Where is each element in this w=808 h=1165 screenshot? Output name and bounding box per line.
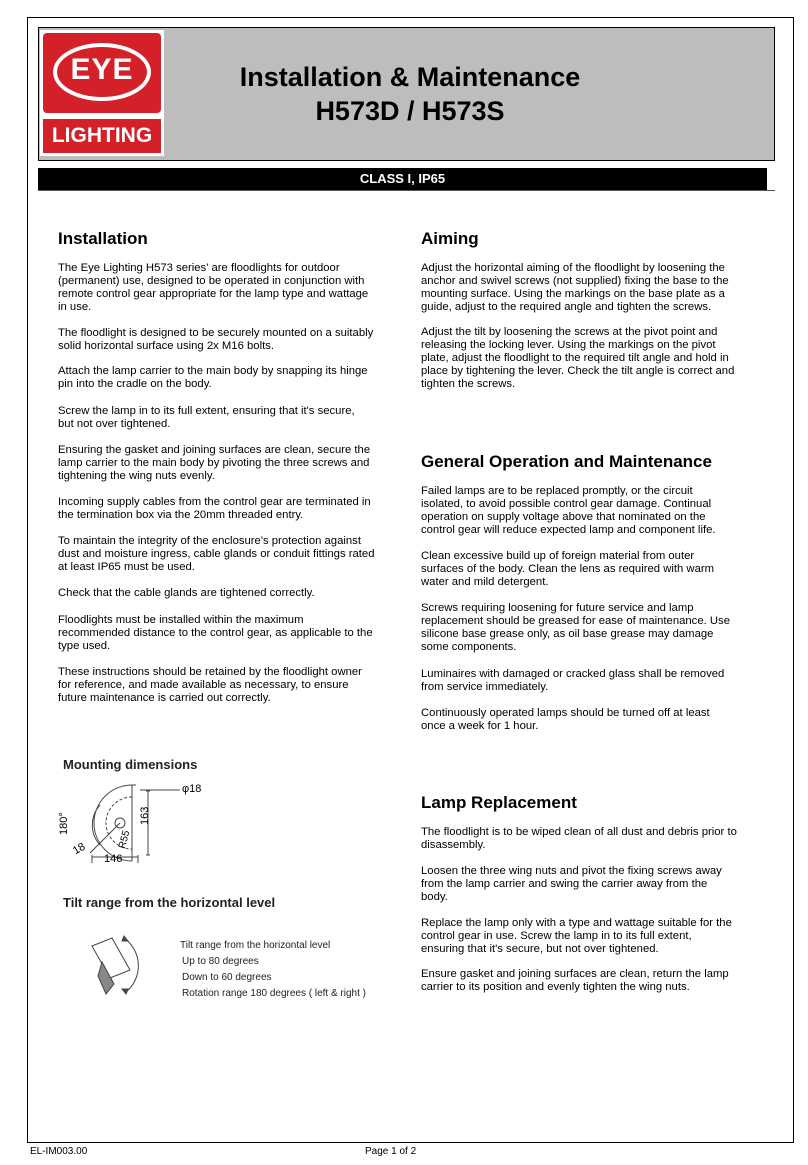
installation-paragraph: Incoming supply cables from the control gear are terminated in the termination box via the 20mm threaded entry. <box>58 496 371 521</box>
lamp-replacement-heading: Lamp Replacement <box>421 793 577 812</box>
logo-eye-text: EYE <box>70 53 134 86</box>
general-paragraph: Screws requiring loosening for future service and lamp replacement should be greased for ease of maintenance. Use silicone base grease only, as oil base grease may damage some components. <box>421 602 730 653</box>
lamp-paragraph: The floodlight is to be wiped clean of all dust and debris prior to disassembly. <box>421 826 737 851</box>
tilt-line: Up to 80 degrees <box>182 956 259 967</box>
dimension-label: 18 <box>70 840 88 858</box>
aiming-paragraph: Adjust the tilt by loosening the screws at the pivot point and releasing the locking lever. Using the markings on the pivot plate, adjust the floodlight to the required tilt angle and hold in place by tightening the lever. Check the tilt angle is correct and tighten the screws. <box>421 326 735 390</box>
mounting-dimensions-heading: Mounting dimensions <box>63 757 198 772</box>
lamp-paragraph: Ensure gasket and joining surfaces are clean, return the lamp carrier to its position and evenly tighten the wing nuts. <box>421 968 729 993</box>
installation-paragraph: Screw the lamp in to its full extent, ensuring that it's secure, but not over tightened. <box>58 405 355 430</box>
general-paragraph: Luminaires with damaged or cracked glass shall be removed from service immediately. <box>421 668 725 693</box>
page-number: Page 1 of 2 <box>365 1146 417 1157</box>
eye-lighting-logo <box>40 30 164 156</box>
installation-paragraph: Ensuring the gasket and joining surfaces are clean, secure the lamp carrier to the main body by pivoting the three screws and tightening the wing nuts evenly. <box>58 444 371 482</box>
dimension-label: 163 <box>139 806 151 825</box>
logo-lighting-text: LIGHTING <box>43 119 161 153</box>
installation-paragraph: Floodlights must be installed within the maximum recommended distance to the control gear, as applicable to the type used. <box>58 614 373 652</box>
tilt-range-diagram <box>80 932 150 998</box>
general-paragraph: Failed lamps are to be replaced promptly, or the circuit isolated, to avoid possible control gear damage. Continual operation on supply voltage above that nominated on the control gear will reduce expected lamp and component life. <box>421 485 716 536</box>
general-maintenance-heading: General Operation and Maintenance <box>421 452 712 471</box>
installation-paragraph: These instructions should be retained by the floodlight owner for reference, and made available as necessary, to ensure future maintenance is carried out correctly. <box>58 666 362 704</box>
installation-paragraph: The Eye Lighting H573 series' are floodlights for outdoor (permanent) use, designed to be operated in conjunction with remote control gear appropriate for the lamp type and wattage in use. <box>58 262 369 313</box>
lamp-paragraph: Replace the lamp only with a type and wattage suitable for the control gear in use. Screw the lamp in to its full extent, ensuring that it's secure, but not over tightened. <box>421 917 732 955</box>
aiming-paragraph: Adjust the horizontal aiming of the floodlight by loosening the anchor and swivel screws (not supplied) fixing the base to the mounting surface. Using the markings on the base plate as a guide, adjust to the required angle and tighten the screws. <box>421 262 729 313</box>
installation-paragraph: Attach the lamp carrier to the main body by snapping its hinge pin into the cradle on the body. <box>58 365 368 390</box>
dimension-label: 146 <box>104 853 123 865</box>
page-subtitle-model: H573D / H573S <box>315 96 505 126</box>
installation-paragraph: Check that the cable glands are tightened correctly. <box>58 587 315 599</box>
tilt-line: Down to 60 degrees <box>182 972 272 983</box>
dimension-label: φ18 <box>182 783 202 795</box>
lamp-paragraph: Loosen the three wing nuts and pivot the fixing screws away from the lamp carrier and swing the carrier away from the body. <box>421 865 722 903</box>
class-rating-bar: CLASS I, IP65 <box>38 168 767 190</box>
divider <box>38 190 775 191</box>
installation-heading: Installation <box>58 229 148 248</box>
tilt-range-heading: Tilt range from the horizontal level <box>63 895 276 910</box>
dimension-label: R55 <box>117 829 133 850</box>
general-paragraph: Continuously operated lamps should be turned off at least once a week for 1 hour. <box>421 707 710 732</box>
aiming-heading: Aiming <box>421 229 479 248</box>
tilt-line: Tilt range from the horizontal level <box>180 940 331 951</box>
installation-paragraph: The floodlight is designed to be securely mounted on a suitably solid horizontal surface using 2x M16 bolts. <box>58 327 374 352</box>
installation-paragraph: To maintain the integrity of the enclosure's protection against dust and moisture ingress, cable glands or conduit fittings rated at least IP65 must be used. <box>58 535 375 573</box>
tilt-line: Rotation range 180 degrees ( left & right ) <box>182 988 366 999</box>
dimension-label: 180° <box>58 812 70 835</box>
document-code: EL-IM003.00 <box>30 1146 88 1157</box>
general-paragraph: Clean excessive build up of foreign material from outer surfaces of the body. Clean the lens as required with warm water and mild detergent. <box>421 550 715 588</box>
page-title: Installation & Maintenance <box>239 62 581 92</box>
